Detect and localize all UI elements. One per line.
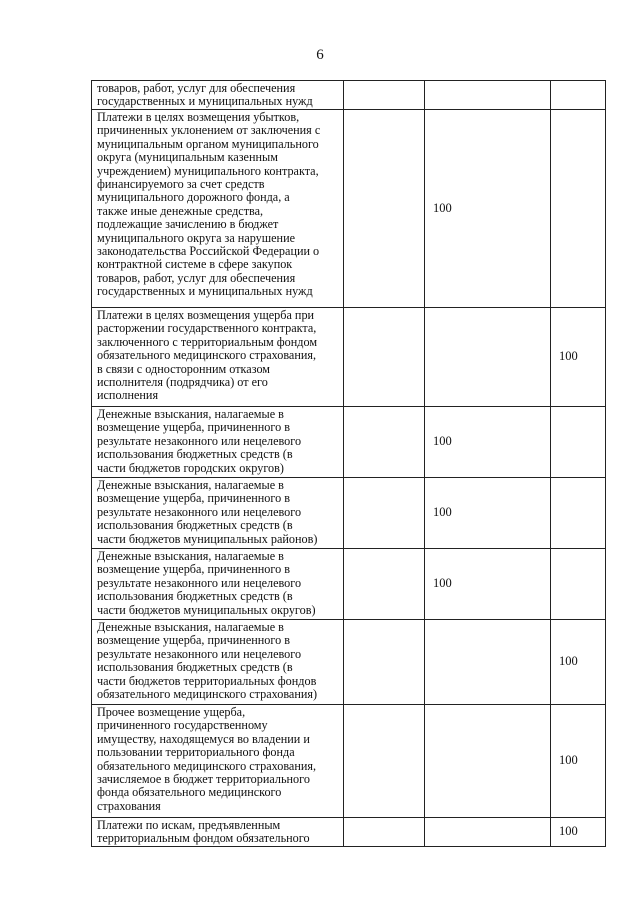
- row-name-cell: Денежные взыскания, налагаемые в возмещение ущерба, причиненного в результате незаконного или нецелевого использования бюджетных средств (в части бюджетов городских округов): [92, 407, 344, 478]
- row-name-cell: Платежи в целях возмещения ущерба при расторжении государственного контракта, заключенного с территориальным фондом обязательного медицинского страхования, в связи с односторонним отказом исполнителя (подрядчика) от его исполнения: [92, 308, 344, 407]
- value-cell-a: [344, 407, 425, 478]
- value-cell-b: 100: [425, 549, 551, 620]
- value-cell-b: [425, 308, 551, 407]
- value-cell-a: [344, 81, 425, 110]
- value-cell-c: [551, 407, 606, 478]
- row-name-cell: Денежные взыскания, налагаемые в возмещение ущерба, причиненного в результате незаконного или нецелевого использования бюджетных средств (в части бюджетов муниципальных районов): [92, 478, 344, 549]
- row-name-cell: Денежные взыскания, налагаемые в возмещение ущерба, причиненного в результате незаконного или нецелевого использования бюджетных средств (в части бюджетов муниципальных округов): [92, 549, 344, 620]
- value-cell-c: 100: [551, 308, 606, 407]
- value-cell-b: [425, 620, 551, 705]
- table-row: [92, 81, 606, 110]
- value-cell-b: [425, 705, 551, 818]
- table-row: [92, 705, 606, 818]
- table-row: [92, 308, 606, 407]
- value-cell-b: [425, 818, 551, 847]
- value-cell-a: [344, 705, 425, 818]
- row-name-cell: товаров, работ, услуг для обеспечения государственных и муниципальных нужд: [92, 81, 344, 110]
- value-cell-c: [551, 478, 606, 549]
- table-row: [92, 110, 606, 308]
- row-name-cell: Прочее возмещение ущерба, причиненного государственному имуществу, находящемуся во владении и пользовании территориального фонда обязательного медицинского страхования, зачисляемое в бюджет территориального фонда обязательного медицинского страхования: [92, 705, 344, 818]
- value-cell-a: [344, 620, 425, 705]
- value-cell-a: [344, 110, 425, 308]
- table-row: [92, 478, 606, 549]
- row-name-cell: Денежные взыскания, налагаемые в возмещение ущерба, причиненного в результате незаконного или нецелевого использования бюджетных средств (в части бюджетов территориальных фондов обязательного медицинского страхования): [92, 620, 344, 705]
- value-cell-b: 100: [425, 110, 551, 308]
- value-cell-b: 100: [425, 407, 551, 478]
- value-cell-a: [344, 818, 425, 847]
- table-row: [92, 407, 606, 478]
- value-cell-a: [344, 549, 425, 620]
- row-name-cell: Платежи в целях возмещения убытков, причиненных уклонением от заключения с муниципальным органом муниципального округа (муниципальным казенным учреждением) муниципального контракта, финансируемого за счет средств муниципального дорожного фонда, а также иные денежные средства, подлежащие зачислению в бюджет муниципального округа за нарушение законодательства Российской Федерации о контрактной системе в сфере закупок товаров, работ, услуг для обеспечения государственных и муниципальных нужд: [92, 110, 344, 308]
- row-name-cell: Платежи по искам, предъявленным территориальным фондом обязательного: [92, 818, 344, 847]
- table-row: [92, 818, 606, 847]
- value-cell-c: 100: [551, 818, 606, 847]
- value-cell-c: [551, 549, 606, 620]
- table-row: [92, 549, 606, 620]
- page-number: 6: [316, 47, 324, 63]
- value-cell-c: [551, 110, 606, 308]
- value-cell-a: [344, 308, 425, 407]
- value-cell-c: [551, 81, 606, 110]
- value-cell-b: [425, 81, 551, 110]
- table-row: [92, 620, 606, 705]
- value-cell-c: 100: [551, 705, 606, 818]
- budget-revenue-table: [91, 80, 606, 847]
- value-cell-b: 100: [425, 478, 551, 549]
- value-cell-c: 100: [551, 620, 606, 705]
- value-cell-a: [344, 478, 425, 549]
